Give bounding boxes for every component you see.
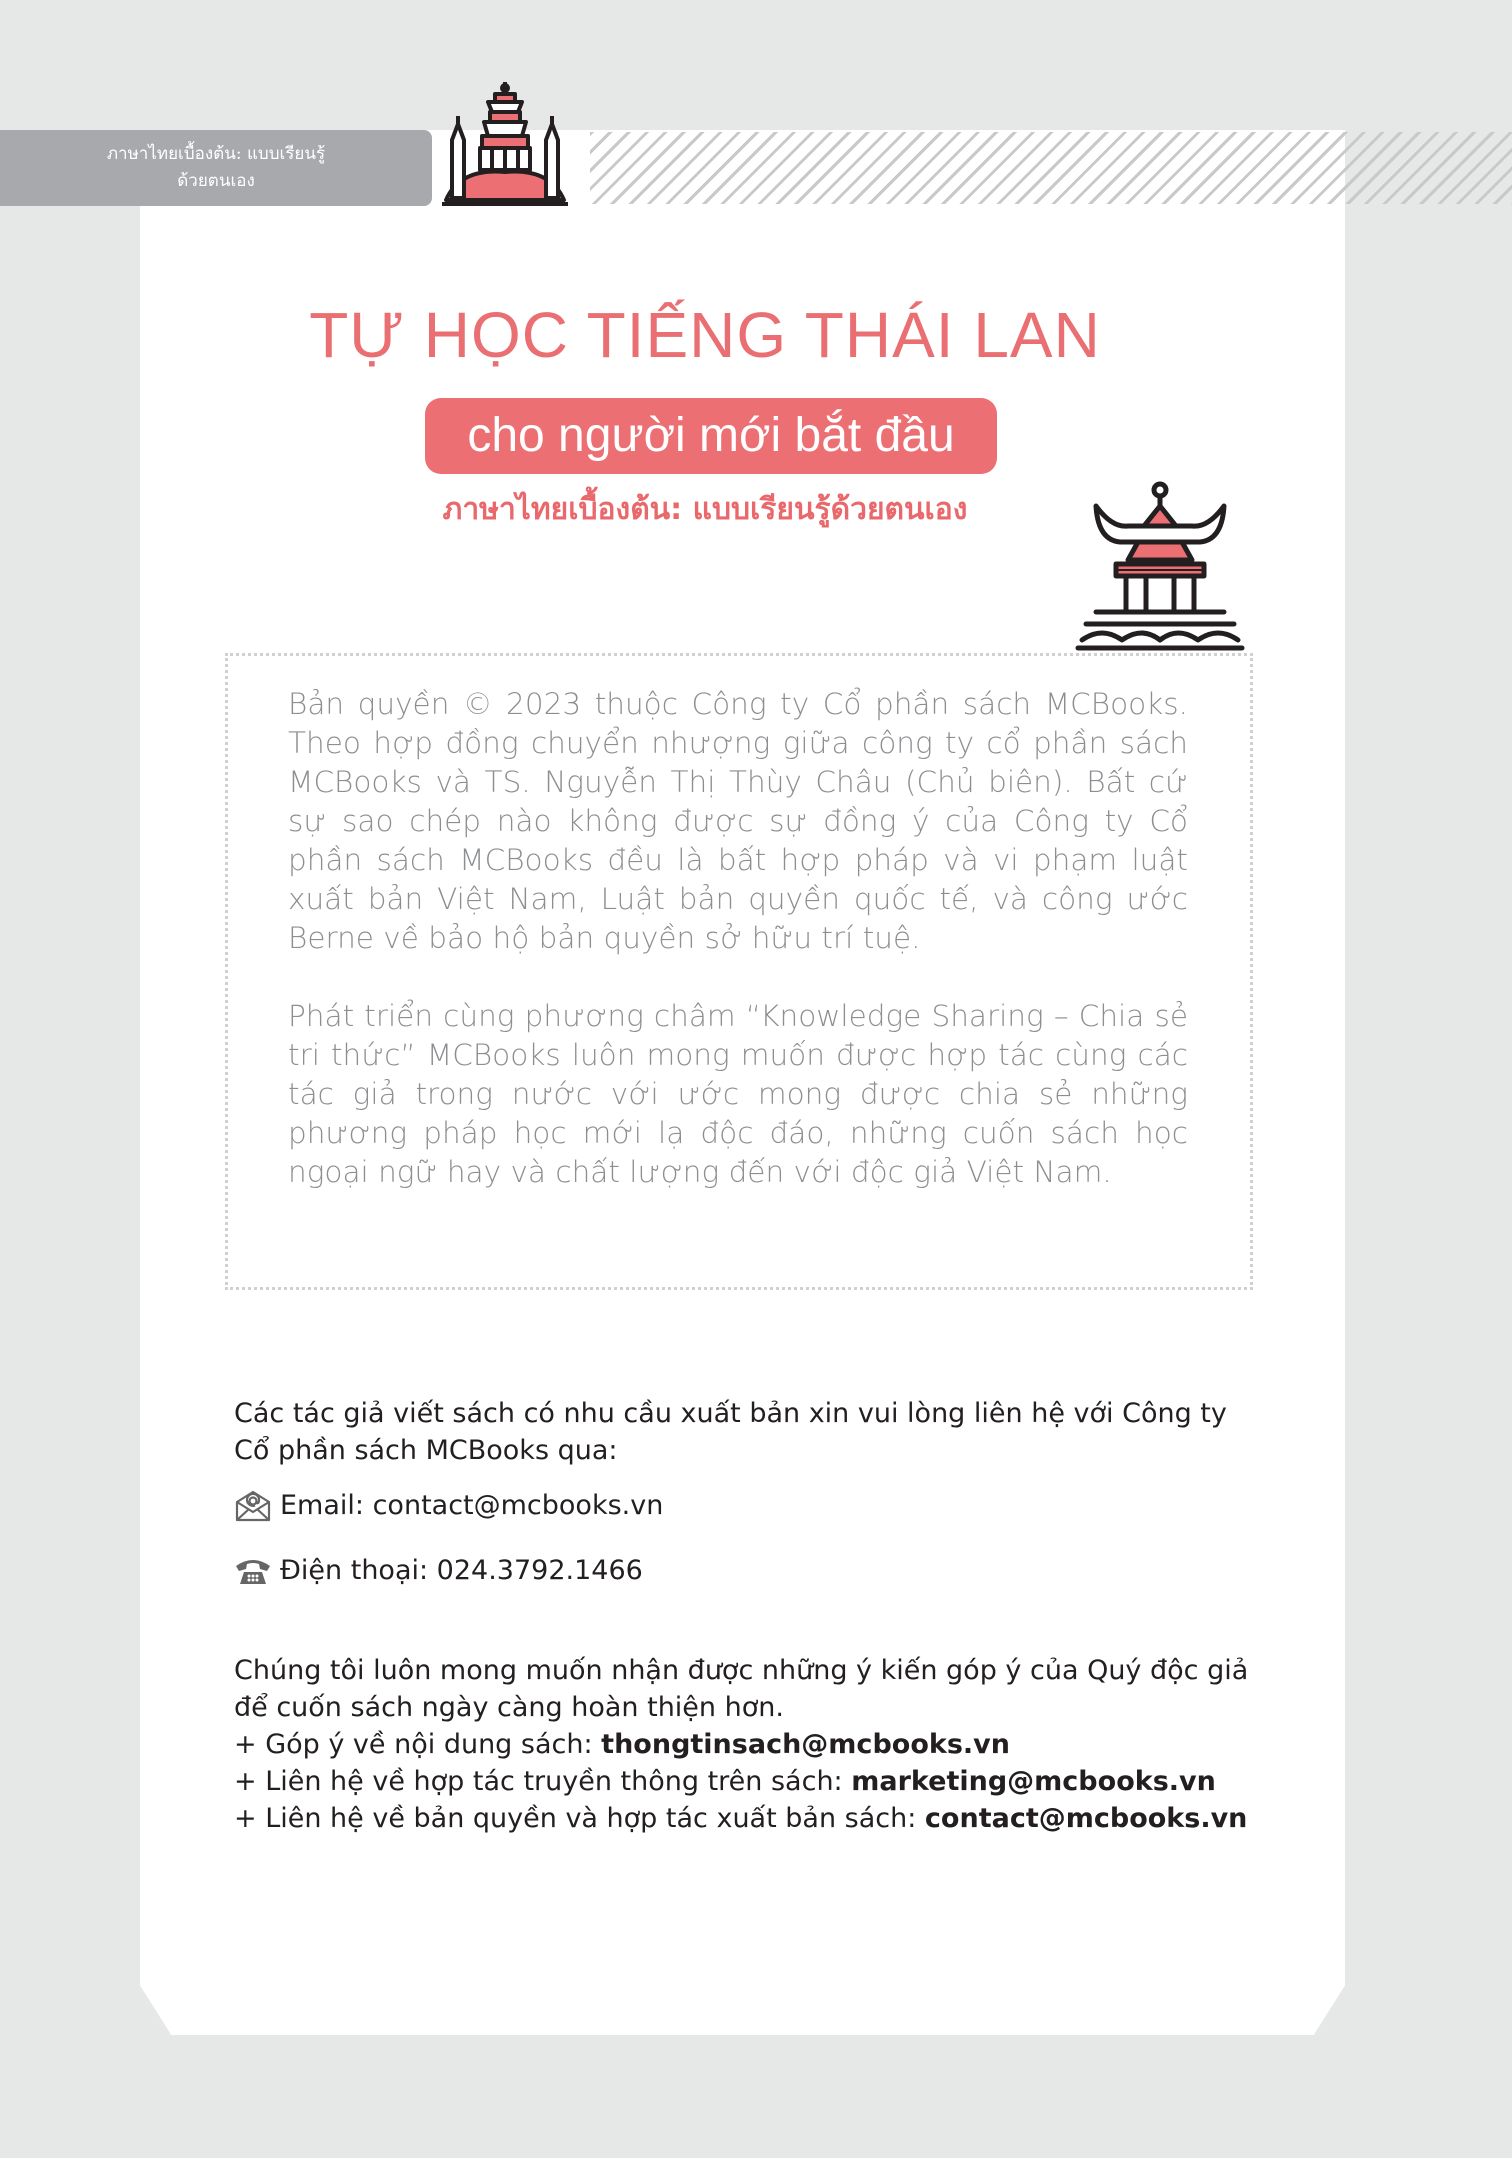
feedback-intro: Chúng tôi luôn mong muốn nhận được những ý kiến góp ý của Quý độc giả để cuốn sách ngày càng hoàn thiện hơn. [234, 1655, 1249, 1723]
phone-label: Điện thoại: 024.3792.1466 [280, 1555, 643, 1586]
hatch-decoration [590, 132, 1512, 204]
book-title: TỰ HỌC TIẾNG THÁI LAN [309, 299, 1101, 371]
feedback-content-email: thongtinsach@mcbooks.vn [601, 1729, 1010, 1760]
mission-paragraph: Phát triển cùng phương châm “Knowledge Sharing – Chia sẻ tri thức” MCBooks luôn mong muốn được hợp tác cùng các tác giả trong nước với ước mong được chia sẻ những phương pháp học mới lạ độc đáo, những cuốn sách học ngoại ngữ hay và chất lượng đến với độc giả Việt Nam. [288, 999, 1188, 1189]
phone-line [234, 1552, 1254, 1589]
email-icon [234, 1490, 272, 1522]
feedback-section [234, 1652, 1254, 1837]
email-label: Email: contact@mcbooks.vn [280, 1490, 664, 1521]
header-tab-line2: ด้วยตนเอง [177, 171, 255, 191]
feedback-content-label: + Góp ý về nội dung sách: [234, 1729, 593, 1760]
feedback-line-media [234, 1763, 1254, 1800]
book-subtitle: cho người mới bắt đầu [425, 398, 997, 474]
email-line [234, 1487, 1254, 1524]
feedback-media-email: marketing@mcbooks.vn [851, 1766, 1216, 1797]
feedback-media-label: + Liên hệ về hợp tác truyền thông trên sách: [234, 1766, 843, 1797]
header-tab [0, 130, 432, 206]
thai-subtitle: ภาษาไทยเบื้องต้น: แบบเรียนรู้ด้วยตนเอง [442, 492, 968, 527]
contact-section [234, 1395, 1254, 1589]
pagoda-icon [1072, 480, 1248, 652]
copyright-paragraph: Bản quyền © 2023 thuộc Công ty Cổ phần sách MCBooks. Theo hợp đồng chuyển nhượng giữa công ty cổ phần sách MCBooks và TS. Nguyễn Thị Thùy Châu (Chủ biên). Bất cứ sự sao chép nào không được sự đồng ý của Công ty Cổ phần sách MCBooks đều là bất hợp pháp và vi phạm luật xuất bản Việt Nam, Luật bản quyền quốc tế, và công ước Berne về bảo hộ bản quyền sở hữu trí tuệ. [288, 687, 1188, 955]
feedback-rights-label: + Liên hệ về bản quyền và hợp tác xuất bản sách: [234, 1803, 917, 1834]
phone-icon [234, 1556, 272, 1586]
header-tab-line1: ภาษาไทยเบื้องต้น: แบบเรียนรู้ [106, 144, 326, 164]
feedback-line-content [234, 1726, 1254, 1763]
feedback-rights-email: contact@mcbooks.vn [924, 1803, 1248, 1834]
feedback-line-rights [234, 1800, 1254, 1837]
contact-intro: Các tác giả viết sách có nhu cầu xuất bản xin vui lòng liên hệ với Công ty Cổ phần sách MCBooks qua: [234, 1398, 1227, 1466]
temple-icon [440, 80, 570, 212]
